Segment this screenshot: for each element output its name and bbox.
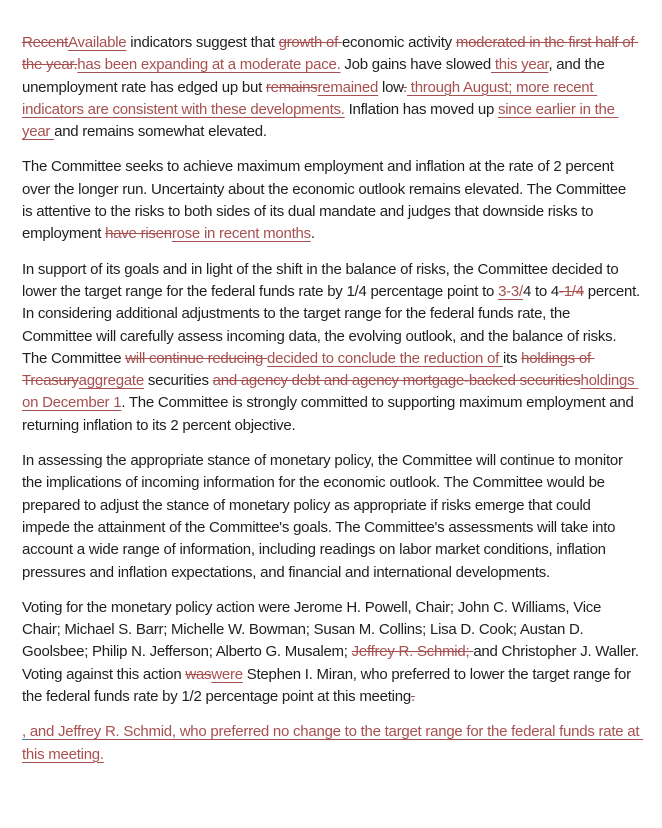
deleted-text: . (410, 688, 415, 706)
inserted-text: Available (68, 34, 127, 51)
deleted-text: and agency debt and agency mortgage-backed securities (212, 372, 581, 390)
text-run: In support of its goals and in light of the shift in the balance of risks, the Committee decided to lower the target range for the federal funds rate by 1/4 percentage point to (22, 260, 623, 300)
text-run: and remains somewhat elevated. (54, 123, 267, 141)
deleted-text: holdings of Treasury (22, 349, 595, 390)
paragraph-5 (22, 597, 643, 708)
text-run: Job gains have slowed (340, 56, 491, 74)
inserted-text: this year (490, 56, 549, 74)
deleted-text: Recent (22, 34, 69, 51)
text-run: low (378, 78, 403, 96)
inserted-text: were (211, 665, 243, 683)
inserted-text: aggregate (78, 372, 144, 390)
text-run: In assessing the appropriate stance of monetary policy, the Committee will continue to monitor the implications of incoming information for the economic outlook. The Committee would be prepared to adjust the stance of monetary policy as appropriate if risks emerge that could impede the attainment of the Committee's goals. The Committee's assessments will take into account a wide range of information, including readings on labor market conditions, inflation pressures and inflation expectations, and financial and international developments. (22, 452, 627, 581)
deleted-text: -1/4 (558, 282, 584, 300)
text-run: indicators suggest that (126, 34, 279, 51)
inserted-text: has been expanding at a moderate pace. (77, 56, 341, 74)
text-run: 4 to 4 (522, 282, 559, 300)
inserted-text: remained (317, 78, 379, 96)
paragraph-4 (22, 450, 640, 584)
inserted-text: since earlier in the year (22, 100, 619, 141)
deleted-text: Jeffrey R. Schmid; (351, 643, 474, 661)
text-run: Inflation has moved up (344, 100, 498, 118)
deleted-text: remains (265, 78, 318, 96)
inserted-text: 3-3/ (498, 282, 523, 300)
text-run: securities (143, 372, 213, 390)
inserted-text: rose in recent months (171, 225, 311, 243)
text-run: . (310, 225, 315, 243)
inserted-text-moved: , (22, 723, 30, 741)
inserted-text: and Jeffrey R. Schmid, who preferred no change to the target range for the federal funds rate at this meeting. (22, 723, 644, 763)
text-run: Voting for the monetary policy action were Jerome H. Powell, Chair; John C. Williams, Vice Chair; Michael S. Barr; Michelle W. Bowman; Susan M. Collins; Lisa D. Cook; Austan D. Goolsbee; Philip N. Jefferson; Alberto G. Musalem; (22, 598, 606, 661)
paragraph-3 (22, 259, 644, 437)
document-body (22, 32, 644, 766)
text-run: its (502, 349, 522, 367)
inserted-text: decided to conclude the reduction of (267, 349, 503, 367)
paragraph-2 (22, 156, 640, 245)
deleted-text: was (185, 665, 212, 683)
deleted-text: will continue reducing (125, 349, 268, 367)
text-run: The Committee seeks to achieve maximum employment and inflation at the rate of 2 percent over the longer run. Uncertainty about the economic outlook remains elevated. The Committee is attentive to the risks to both sides of its dual mandate and judges that downside risks to employment (22, 158, 630, 243)
text-run: and Christopher J. Waller. Voting against this action (22, 643, 643, 683)
deleted-text: moderated in the first half of the year. (22, 34, 639, 74)
text-run: percent. In considering additional adjustments to the target range for the federal funds rate, the Committee will carefully assess incoming data, the evolving outlook, and the balance of risks. The Committee (22, 282, 644, 367)
deleted-text: growth of (278, 34, 342, 51)
deleted-text: have risen (105, 225, 172, 243)
inserted-text: holdings on December 1 (22, 372, 639, 412)
deleted-text: . (402, 78, 407, 96)
text-run: economic activity (341, 34, 456, 51)
paragraph-1 (22, 32, 640, 143)
text-run: Stephen I. Miran, who preferred to lower the target range for the federal funds rate by 1/2 percentage point at this meeting (22, 665, 635, 706)
inserted-text: through August; more recent indicators are consistent with these developments. (22, 78, 598, 118)
paragraph-6 (22, 721, 644, 766)
text-run: . The Committee is strongly committed to supporting maximum employment and returning inflation to its 2 percent objective. (22, 394, 638, 434)
text-run: , and the unemployment rate has edged up but (22, 56, 609, 96)
